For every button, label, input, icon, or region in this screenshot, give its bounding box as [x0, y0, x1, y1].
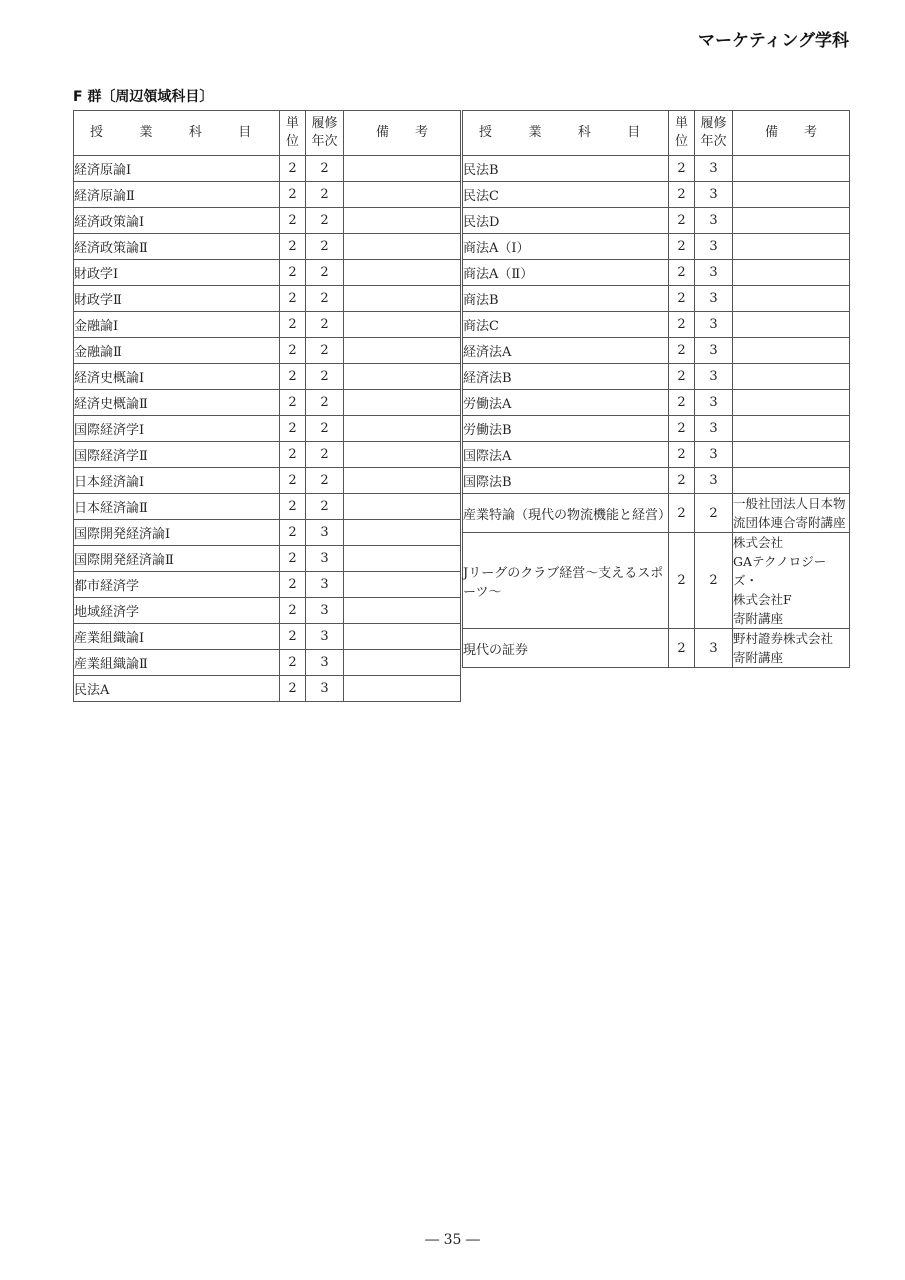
- credits-value: 2: [669, 468, 695, 494]
- table-row: [74, 312, 461, 338]
- year-value: 3: [695, 364, 733, 390]
- course-note: [344, 520, 461, 546]
- credits-value: 2: [280, 598, 306, 624]
- course-name: 金融論Ⅱ: [74, 338, 280, 364]
- year-header: [695, 111, 733, 156]
- table-row: [74, 494, 461, 520]
- course-note: [344, 286, 461, 312]
- section-title: F 群〔周辺領域科目〕: [73, 89, 214, 105]
- notes-header: 備 考: [344, 111, 461, 156]
- subject-header: 授 業 科 目: [463, 111, 669, 156]
- credits-header: [669, 111, 695, 156]
- course-note: [344, 598, 461, 624]
- course-name: 産業組織論Ⅱ: [74, 650, 280, 676]
- year-value: 2: [306, 338, 344, 364]
- course-note-line: 野村證券株式会社: [733, 631, 834, 646]
- course-name: 国際経済学Ⅱ: [74, 442, 280, 468]
- table-row: [74, 442, 461, 468]
- credits-value: 2: [280, 364, 306, 390]
- credits-value: 2: [669, 286, 695, 312]
- credits-value: 2: [280, 416, 306, 442]
- course-note: [733, 629, 850, 668]
- credits-value: 2: [669, 338, 695, 364]
- credits-value: 2: [280, 312, 306, 338]
- course-note: [344, 650, 461, 676]
- credits-value: 2: [669, 260, 695, 286]
- year-value: 2: [306, 286, 344, 312]
- course-name: 経済史概論Ⅱ: [74, 390, 280, 416]
- year-value: 3: [695, 156, 733, 182]
- table-header-row: [463, 111, 850, 156]
- year-value: 2: [306, 442, 344, 468]
- year-value: 3: [306, 676, 344, 702]
- table-row: [74, 572, 461, 598]
- year-value: 3: [695, 390, 733, 416]
- course-note-line: 寄附講座: [733, 650, 784, 665]
- course-name: 商法B: [463, 286, 669, 312]
- credits-value: 2: [669, 390, 695, 416]
- year-value: 3: [695, 286, 733, 312]
- course-note: [344, 468, 461, 494]
- year-value: 3: [306, 572, 344, 598]
- course-note: [733, 260, 850, 286]
- course-name: 都市経済学: [74, 572, 280, 598]
- course-name: 民法B: [463, 156, 669, 182]
- course-name: Jリーグのクラブ経営～支えるスポーツ～: [463, 533, 669, 629]
- credits-header: [280, 111, 306, 156]
- year-value: 2: [695, 533, 733, 629]
- course-note: [344, 390, 461, 416]
- year-value: 2: [306, 468, 344, 494]
- table-row: [463, 312, 850, 338]
- course-name: 民法C: [463, 182, 669, 208]
- table-row: [74, 390, 461, 416]
- credits-value: 2: [280, 390, 306, 416]
- table-row: [74, 182, 461, 208]
- table-row: [74, 416, 461, 442]
- year-value: 3: [695, 312, 733, 338]
- table-row: [74, 546, 461, 572]
- course-note: [733, 533, 850, 629]
- course-name: 財政学Ⅱ: [74, 286, 280, 312]
- credits-value: 2: [669, 182, 695, 208]
- course-note: [344, 364, 461, 390]
- table-row: [74, 338, 461, 364]
- course-note: [733, 494, 850, 533]
- course-name: 商法C: [463, 312, 669, 338]
- course-name: 民法D: [463, 208, 669, 234]
- table-row: [463, 234, 850, 260]
- credits-value: 2: [280, 520, 306, 546]
- credits-value: 2: [669, 494, 695, 533]
- table-header-row: [74, 111, 461, 156]
- credits-value: 2: [280, 624, 306, 650]
- year-header: [306, 111, 344, 156]
- notes-header: 備 考: [733, 111, 850, 156]
- course-note: [344, 260, 461, 286]
- year-value: 3: [695, 468, 733, 494]
- course-note: [733, 338, 850, 364]
- table-row: [463, 416, 850, 442]
- year-value: 3: [695, 234, 733, 260]
- credits-value: 2: [280, 676, 306, 702]
- credits-value: 2: [669, 629, 695, 668]
- credits-value: 2: [280, 260, 306, 286]
- table-row: [463, 208, 850, 234]
- course-note: [733, 182, 850, 208]
- course-note: [344, 494, 461, 520]
- course-name: 経済史概論Ⅰ: [74, 364, 280, 390]
- course-table-right: [462, 110, 850, 668]
- course-name: 経済政策論Ⅱ: [74, 234, 280, 260]
- year-value: 3: [695, 208, 733, 234]
- credits-header-top: 単: [285, 116, 299, 131]
- course-name: 経済原論Ⅰ: [74, 156, 280, 182]
- course-note: [344, 442, 461, 468]
- year-value: 3: [306, 546, 344, 572]
- course-note: [344, 416, 461, 442]
- year-header-bottom: 年次: [700, 134, 727, 149]
- credits-value: 2: [280, 338, 306, 364]
- credits-value: 2: [280, 182, 306, 208]
- year-value: 2: [306, 364, 344, 390]
- course-note: [733, 234, 850, 260]
- course-note-line: GAテクノロジーズ・: [733, 554, 827, 588]
- year-value: 3: [306, 624, 344, 650]
- credits-value: 2: [669, 234, 695, 260]
- credits-value: 2: [669, 442, 695, 468]
- year-header-top: 履修: [311, 116, 338, 131]
- course-name: 国際法B: [463, 468, 669, 494]
- course-note: [733, 156, 850, 182]
- course-note: [733, 442, 850, 468]
- table-row: [463, 286, 850, 312]
- course-name: 金融論Ⅰ: [74, 312, 280, 338]
- credits-value: 2: [669, 364, 695, 390]
- table-row: [463, 260, 850, 286]
- year-header-top: 履修: [700, 116, 727, 131]
- course-note: [344, 676, 461, 702]
- year-header-bottom: 年次: [311, 134, 338, 149]
- year-value: 2: [306, 208, 344, 234]
- course-note-line: 株式会社: [733, 535, 784, 550]
- course-name: 日本経済論Ⅰ: [74, 468, 280, 494]
- subject-header: 授 業 科 目: [74, 111, 280, 156]
- course-note: [733, 286, 850, 312]
- credits-value: 2: [280, 156, 306, 182]
- table-row: [74, 260, 461, 286]
- course-note-line: 流団体連合寄附講座: [733, 515, 846, 530]
- year-value: 3: [695, 416, 733, 442]
- page-number: ― 35 ―: [425, 1232, 480, 1248]
- course-name: 国際開発経済論Ⅰ: [74, 520, 280, 546]
- table-row: [74, 676, 461, 702]
- credits-value: 2: [280, 650, 306, 676]
- course-note: [344, 624, 461, 650]
- credits-value: 2: [280, 442, 306, 468]
- year-value: 2: [306, 416, 344, 442]
- year-value: 2: [306, 312, 344, 338]
- course-note-line: 一般社団法人日本物: [733, 496, 846, 511]
- course-note: [733, 468, 850, 494]
- course-name: 産業特論（現代の物流機能と経営）: [463, 494, 669, 533]
- year-value: 2: [306, 260, 344, 286]
- year-value: 2: [306, 390, 344, 416]
- year-value: 2: [306, 182, 344, 208]
- credits-value: 2: [280, 234, 306, 260]
- course-name: 経済政策論Ⅰ: [74, 208, 280, 234]
- table-row: [74, 156, 461, 182]
- credits-value: 2: [280, 208, 306, 234]
- table-row: [463, 338, 850, 364]
- course-name: 国際経済学Ⅰ: [74, 416, 280, 442]
- table-row: [74, 208, 461, 234]
- credits-value: 2: [280, 572, 306, 598]
- course-note: [344, 156, 461, 182]
- credits-value: 2: [669, 208, 695, 234]
- course-name: 財政学Ⅰ: [74, 260, 280, 286]
- course-name: 民法A: [74, 676, 280, 702]
- course-name: 商法A（Ⅱ）: [463, 260, 669, 286]
- course-note: [344, 208, 461, 234]
- course-name: 経済原論Ⅱ: [74, 182, 280, 208]
- credits-header-bottom: 位: [674, 134, 688, 149]
- table-row: [463, 156, 850, 182]
- table-row: [74, 468, 461, 494]
- course-note: [344, 572, 461, 598]
- credits-value: 2: [669, 416, 695, 442]
- year-value: 3: [695, 442, 733, 468]
- course-name: 現代の証券: [463, 629, 669, 668]
- course-name: 地域経済学: [74, 598, 280, 624]
- table-row: [463, 468, 850, 494]
- credits-value: 2: [280, 494, 306, 520]
- table-row: [463, 364, 850, 390]
- course-note: [344, 234, 461, 260]
- year-value: 2: [306, 494, 344, 520]
- year-value: 2: [306, 234, 344, 260]
- course-name: 経済法A: [463, 338, 669, 364]
- year-value: 3: [695, 338, 733, 364]
- table-row: [74, 364, 461, 390]
- table-row: [74, 650, 461, 676]
- credits-value: 2: [280, 468, 306, 494]
- course-table-left: [73, 110, 461, 702]
- course-note: [344, 338, 461, 364]
- year-value: 3: [695, 629, 733, 668]
- year-value: 3: [306, 598, 344, 624]
- course-note: [733, 390, 850, 416]
- year-value: 3: [306, 520, 344, 546]
- course-name: 経済法B: [463, 364, 669, 390]
- year-value: 3: [695, 182, 733, 208]
- year-value: 2: [306, 156, 344, 182]
- course-note: [344, 182, 461, 208]
- course-note-line: 寄附講座: [733, 611, 784, 626]
- year-value: 2: [695, 494, 733, 533]
- table-row: [463, 182, 850, 208]
- course-name: 労働法B: [463, 416, 669, 442]
- course-note: [733, 312, 850, 338]
- credits-value: 2: [669, 156, 695, 182]
- course-note: [733, 364, 850, 390]
- credits-header-top: 単: [674, 116, 688, 131]
- course-name: 国際法A: [463, 442, 669, 468]
- course-name: 日本経済論Ⅱ: [74, 494, 280, 520]
- table-row: [463, 390, 850, 416]
- table-row: [74, 520, 461, 546]
- course-name: 産業組織論Ⅰ: [74, 624, 280, 650]
- table-row: [463, 442, 850, 468]
- course-name: 商法A（Ⅰ）: [463, 234, 669, 260]
- course-note-line: 株式会社F: [733, 592, 792, 607]
- year-value: 3: [695, 260, 733, 286]
- course-note: [344, 312, 461, 338]
- credits-value: 2: [669, 533, 695, 629]
- course-note: [733, 208, 850, 234]
- credits-value: 2: [280, 286, 306, 312]
- department-title: マーケティング学科: [698, 31, 849, 51]
- credits-header-bottom: 位: [285, 134, 299, 149]
- table-row: [74, 624, 461, 650]
- course-name: 国際開発経済論Ⅱ: [74, 546, 280, 572]
- table-row: [74, 598, 461, 624]
- table-row: [74, 234, 461, 260]
- course-note: [733, 416, 850, 442]
- course-name: 労働法A: [463, 390, 669, 416]
- course-note: [344, 546, 461, 572]
- table-row: [74, 286, 461, 312]
- credits-value: 2: [280, 546, 306, 572]
- credits-value: 2: [669, 312, 695, 338]
- year-value: 3: [306, 650, 344, 676]
